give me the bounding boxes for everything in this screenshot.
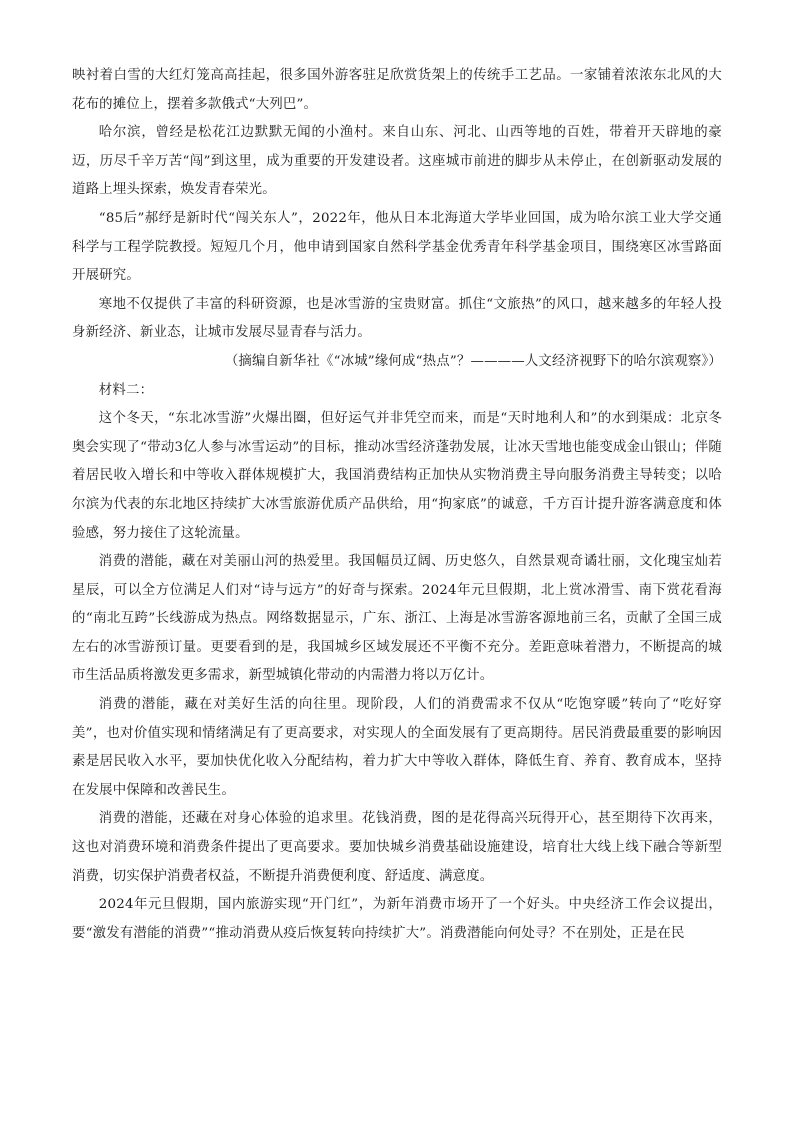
source-citation: （摘编自新华社《“冰城”缘何成“热点”？————人文经济视野下的哈尔滨观察》） [224,353,722,369]
material-two-heading: 材料二： [98,382,154,398]
paragraph-winter-tourism: 这个冬天，“东北冰雪游”火爆出圈，但好运气并非凭空而来，而是“天时地利人和”的水到渠成：北京冬奥会实现了“带动3亿人参与冰雪运动”的目标，推动冰雪经济蓬勃发展，让冰天雪地也能变成金山银山；伴随着居民收入增长和中等收入群体规模扩大，我国消费结构正加快从实物消费主导向服务消费主导转变；以哈尔滨为代表的东北地区持续扩大冰雪旅游优质产品供给，用“拘家底”的诚意，千方百计提升游客满意度和体验感，努力接住了这轮流量。 [72,411,722,541]
paragraph-scenery-potential: 消费的潜能，藏在对美丽山河的热爱里。我国幅员辽阔、历史悠久，自然景观奇谲壮丽，文化瑰宝灿若星辰，可以全方位满足人们对“诗与远方”的好奇与探索。2024年元旦假期，北上赏冰滑雪、南下赏花看海的“南北互跨”长线游成为热点。网络数据显示，广东、浙江、上海是冰雪游客源地前三名，贡献了全国三成左右的冰雪游预订量。更要看到的是，我国城乡区域发展还不平衡不充分。差距意味着潜力，不断提高的城市生活品质将激发更多需求，新型城镇化带动的内需潜力将以万亿计。 [72,554,722,684]
paragraph-experience: 消费的潜能，还藏在对身心体验的追求里。花钱消费，图的是花得高兴玩得开心，甚至期待下次再来，这也对消费环境和消费条件提出了更高要求。要加快城乡消费基础设施建设，培育壮大线上线下融合等新型消费，切实保护消费者权益，不断提升消费便利度、舒适度、满意度。 [72,811,722,884]
paragraph-intro: 映衬着白雪的大红灯笼高高挂起，很多国外游客驻足欣赏货架上的传统手工艺品。一家铺着浓浓东北风的大花布的摊位上，摆着多款俄式“大列巴”。 [72,68,722,112]
paragraph-researcher: “85后”郝纾是新时代“闯关东人”，2022年，他从日本北海道大学毕业回国，成为哈尔滨工业大学交通科学与工程学院教授。短短几个月，他申请到国家自然科学基金优秀青年科学基金项目，围绕寒区冰雪路面开展研究。 [72,210,722,284]
paragraph-harbin-history: 哈尔滨，曾经是松花江边默默无闻的小渔村。来自山东、河北、山西等地的百姓，带着开天辟地的豪迈，历尽千辛万苦“闯”到这里，成为重要的开发建设者。这座城市前进的脚步从未停止，在创新驱动发展的道路上埋头探索，焕发青春荣光。 [72,125,722,198]
document-body [72,62,722,948]
paragraph-cold-region: 寒地不仅提供了丰富的科研资源，也是冰雪游的宝贵财富。抓住“文旅热”的风口，越来越多的年轻人投身新经济、新业态，让城市发展尽显青春与活力。 [72,296,722,341]
paragraph-better-life: 消费的潜能，藏在对美好生活的向往里。现阶段，人们的消费需求不仅从“吃饱穿暖”转向了“吃好穿美”，也对价值实现和情绪满足有了更高要求，对实现人的全面发展有了更高期待。居民消费最重要的影响因素是居民收入水平，要加快优化收入分配结构，着力扩大中等收入群体，降低生育、养育、教育成本，坚持在发展中保障和改善民生。 [72,697,722,798]
paragraph-new-year: 2024年元旦假期，国内旅游实现“开门红”，为新年消费市场开了一个好头。中央经济工作会议提出，要“激发有潜能的消费”“推动消费从疫后恢复转向持续扩大”。消费潜能向何处寻？不在别处，正是在民 [72,897,722,941]
